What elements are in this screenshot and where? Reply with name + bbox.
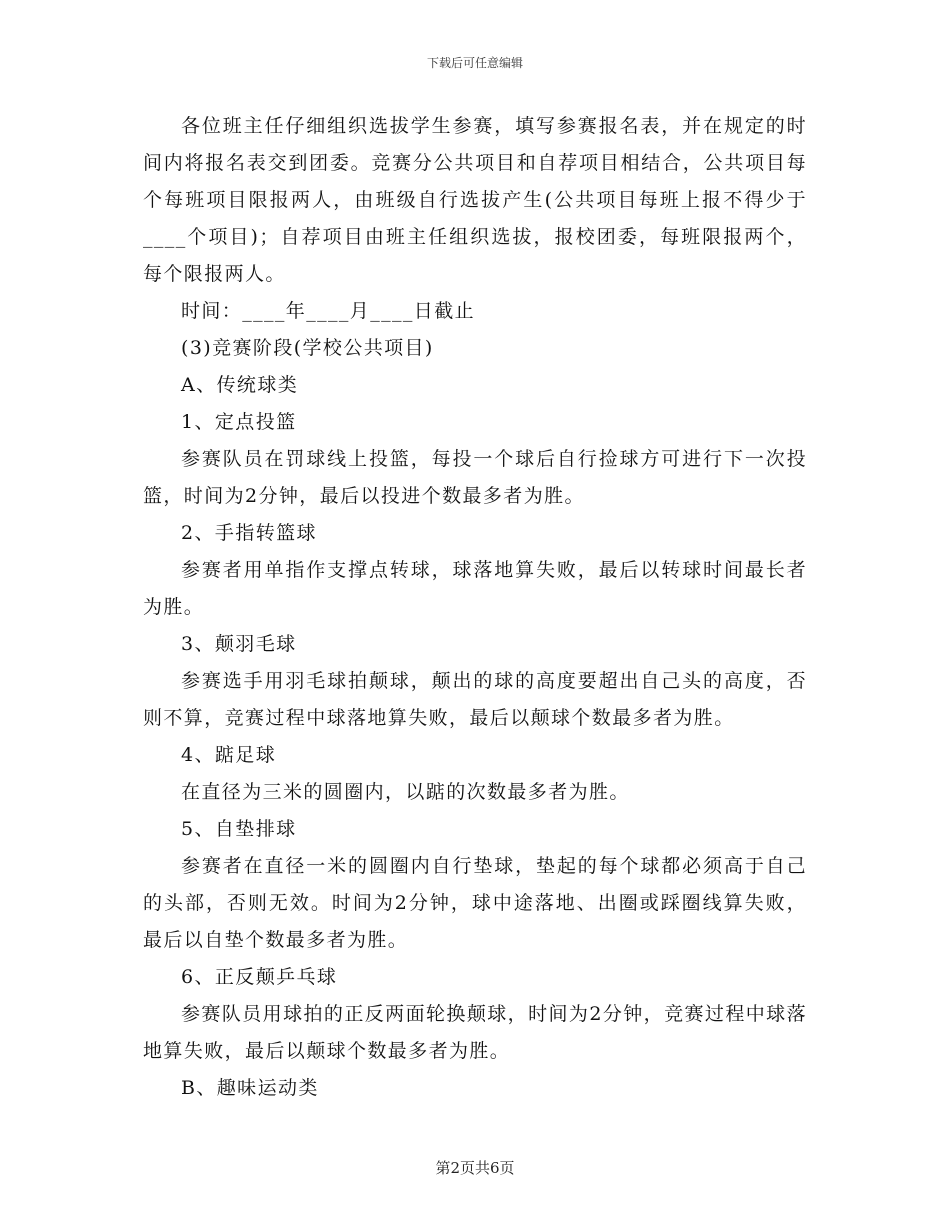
- section-heading-competition-stage: (3)竞赛阶段(学校公共项目): [181, 337, 434, 359]
- subsection-heading-traditional-ball: A、传统球类: [181, 374, 299, 396]
- paragraph-football-juggle: 在直径为三米的圆圈内，以踮的次数最多者为胜。: [181, 781, 630, 803]
- deadline-line: 时间：____年____月____日截止: [181, 300, 476, 322]
- page-header: 下载后可任意编辑: [426, 56, 523, 70]
- item-heading-pingpong-bounce: 6、正反颠乒乓球: [181, 966, 338, 988]
- item-heading-football-juggle: 4、踮足球: [181, 744, 277, 766]
- item-heading-fixed-shooting: 1、定点投篮: [181, 411, 297, 433]
- paragraph-pingpong-bounce: 参赛队员用球拍的正反两面轮换颠球，时间为2分钟，竞赛过程中球落地算失败，最后以颠球个数最多者为胜。: [143, 1003, 807, 1062]
- item-heading-badminton-bounce: 3、颠羽毛球: [181, 633, 297, 655]
- item-heading-finger-spin: 2、手指转篮球: [181, 522, 317, 544]
- item-heading-volleyball-self-pass: 5、自垫排球: [181, 818, 297, 840]
- paragraph-badminton-bounce: 参赛选手用羽毛球拍颠球，颠出的球的高度要超出自己头的高度，否则不算，竞赛过程中球落地算失败，最后以颠球个数最多者为胜。: [143, 670, 807, 729]
- paragraph-finger-spin: 参赛者用单指作支撑点转球，球落地算失败，最后以转球时间最长者为胜。: [143, 559, 807, 618]
- paragraph-fixed-shooting: 参赛队员在罚球线上投篮，每投一个球后自行捡球方可进行下一次投篮，时间为2分钟，最后以投进个数最多者为胜。: [143, 448, 807, 507]
- page-number: 第2页共6页: [435, 1159, 515, 1177]
- document-body: [143, 108, 807, 1107]
- paragraph-volleyball-self-pass: 参赛者在直径一米的圆圈内自行垫球，垫起的每个球都必须高于自己的头部，否则无效。时间为2分钟，球中途落地、出圈或踩圈线算失败，最后以自垫个数最多者为胜。: [143, 855, 807, 951]
- subsection-heading-fun-sports: B、趣味运动类: [181, 1077, 319, 1099]
- paragraph-registration-rules: 各位班主任仔细组织选拔学生参赛，填写参赛报名表，并在规定的时间内将报名表交到团委。竞赛分公共项目和自荐项目相结合，公共项目每个每班项目限报两人，由班级自行选拔产生(公共项目每班上报不得少于____个项目)；自荐项目由班主任组织选拔，报校团委，每班限报两个，每个限报两人。: [143, 115, 807, 285]
